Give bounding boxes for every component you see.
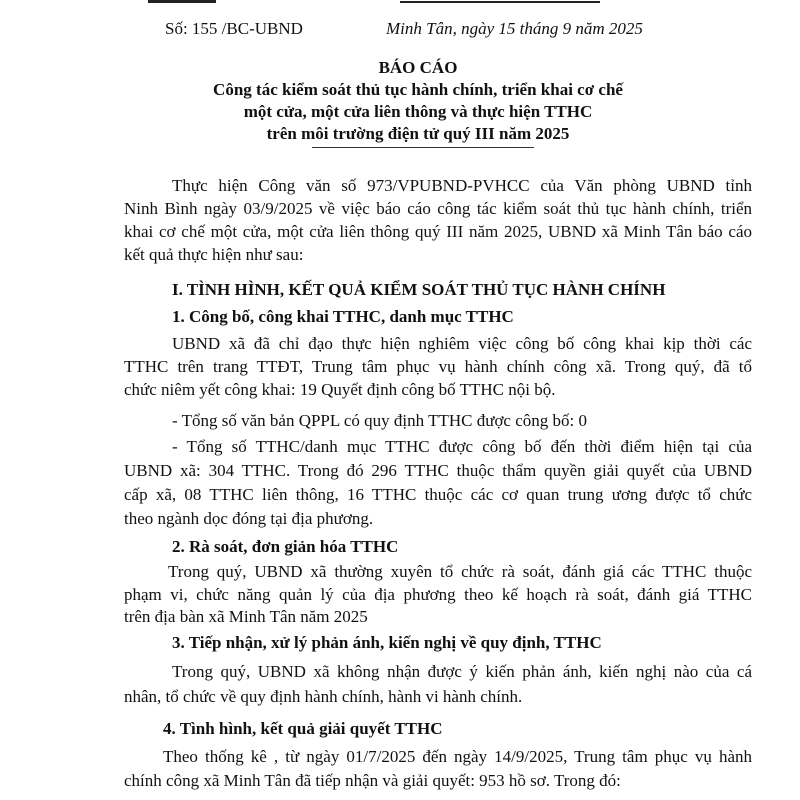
report-subtitle-line-1: Công tác kiểm soát thủ tục hành chính, triển khai cơ chế (213, 80, 623, 99)
document-number: Số: 155 /BC-UBND (165, 19, 303, 38)
report-title: BÁO CÁO (378, 58, 458, 77)
subsection-1-heading: 1. Công bố, công khai TTHC, danh mục TTHC (172, 307, 514, 326)
sub2-para-line-3: trên địa bàn xã Minh Tân năm 2025 (124, 607, 368, 626)
sub1-para-line-3: chức niêm yết công khai: 19 Quyết định công bố TTHC nội bộ. (124, 380, 556, 399)
sub3-para-line-2: nhân, tổ chức về quy định hành chính, hành vi hành chính. (124, 687, 523, 706)
subsection-3-heading: 3. Tiếp nhận, xử lý phản ánh, kiến nghị về quy định, TTHC (172, 633, 602, 652)
sub2-para-line-2: phạm vi, chức năng quản lý của địa phương theo kế hoạch rà soát, đánh giá TTHC (124, 585, 752, 604)
sub1-bullet-1: - Tổng số văn bản QPPL có quy định TTHC được công bố: 0 (172, 411, 587, 430)
section-1-heading: I. TÌNH HÌNH, KẾT QUẢ KIỂM SOÁT THỦ TỤC HÀNH CHÍNH (172, 280, 666, 299)
intro-line-1: Thực hiện Công văn số 973/VPUBND-PVHCC của Văn phòng UBND tỉnh (172, 176, 752, 195)
sub2-para-line-1: Trong quý, UBND xã thường xuyên tổ chức rà soát, đánh giá các TTHC thuộc (168, 562, 752, 581)
subsection-2-heading: 2. Rà soát, đơn giản hóa TTHC (172, 537, 399, 556)
sub4-para-line-1: Theo thống kê , từ ngày 01/7/2025 đến ngày 14/9/2025, Trung tâm phục vụ hành (163, 747, 752, 766)
sub1-bullet-2-line-4: theo ngành dọc đóng tại địa phương. (124, 509, 374, 528)
place-date: Minh Tân, ngày 15 tháng 9 năm 2025 (386, 19, 643, 38)
sub1-bullet-2-line-1: - Tổng số TTHC/danh mục TTHC được công bố đến thời điểm hiện tại của (172, 437, 752, 456)
sub1-para-line-2: TTHC trên trang TTĐT, Trung tâm phục vụ hành chính công xã. Trong quý, đã tổ (124, 357, 752, 376)
sub1-bullet-2-line-2: UBND xã: 304 TTHC. Trong đó 296 TTHC thuộc thẩm quyền giải quyết của UBND (124, 461, 752, 480)
intro-line-2: Ninh Bình ngày 03/9/2025 về việc báo cáo công tác kiểm soát thủ tục hành chính, triển (124, 199, 752, 218)
sub1-bullet-2-line-3: cấp xã, 08 TTHC liên thông, 16 TTHC thuộc các cơ quan trung ương được tổ chức (124, 485, 752, 504)
title-underline (312, 147, 534, 148)
subsection-4-heading: 4. Tình hình, kết quả giải quyết TTHC (163, 719, 443, 738)
sub1-para-line-1: UBND xã đã chỉ đạo thực hiện nghiêm việc công bố công khai kịp thời các (172, 334, 752, 353)
intro-line-4: kết quả thực hiện như sau: (124, 245, 304, 264)
sub3-para-line-1: Trong quý, UBND xã không nhận được ý kiến phản ánh, kiến nghị nào của cá (172, 662, 752, 681)
intro-line-3: khai cơ chế một cửa, một cửa liên thông quý III năm 2025, UBND xã Minh Tân báo cáo (124, 222, 752, 241)
sub4-para-line-2: chính công xã Minh Tân đã tiếp nhận và giải quyết: 953 hồ sơ. Trong đó: (124, 771, 621, 790)
report-subtitle-line-2: một cửa, một cửa liên thông và thực hiện TTHC (243, 102, 593, 121)
report-subtitle-line-3: trên môi trường điện tử quý III năm 2025 (266, 124, 570, 143)
top-header-fragment (0, 0, 800, 8)
